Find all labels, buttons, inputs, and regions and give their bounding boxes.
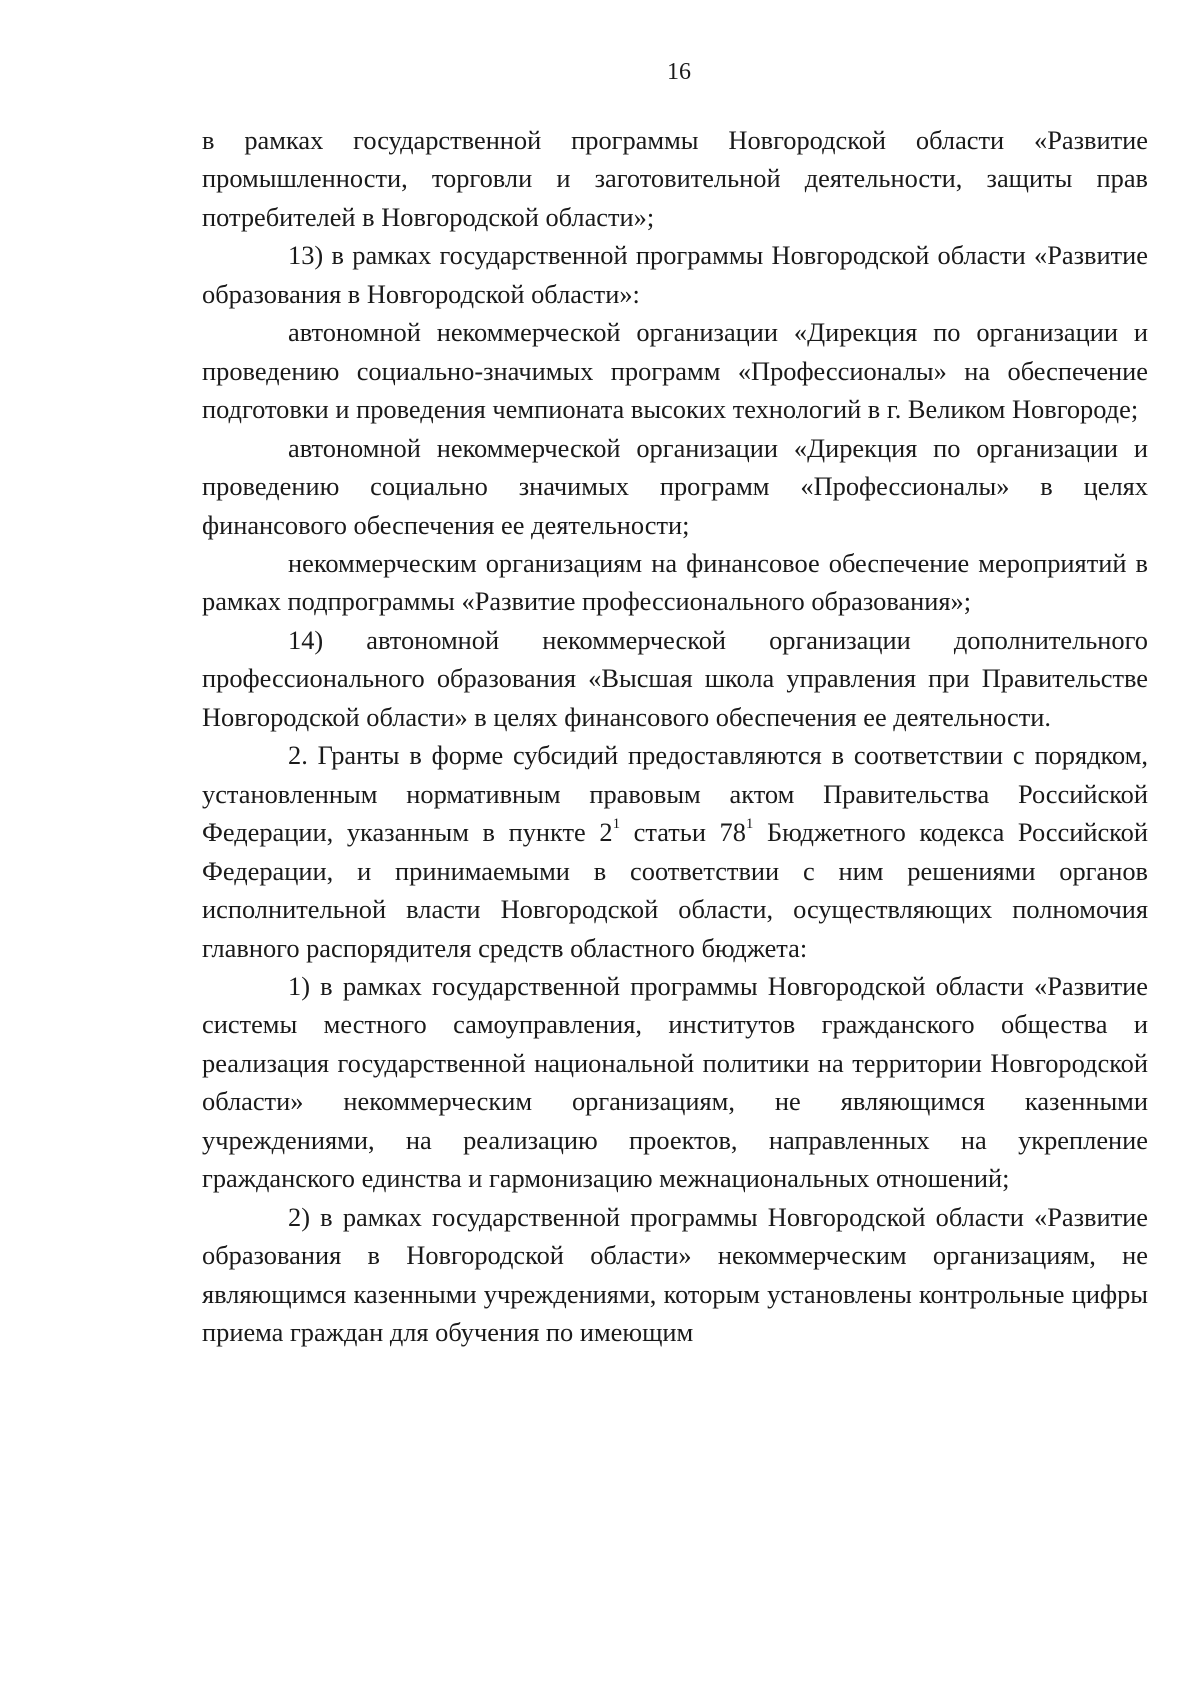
superscript-2: 1 bbox=[745, 816, 754, 833]
paragraph-item-13: 13) в рамках государственной программы Новгородской области «Развитие образования в Новгородской области»: bbox=[202, 240, 1148, 309]
superscript-1: 1 bbox=[612, 816, 621, 833]
paragraph-continuation: в рамках государственной программы Новгородской области «Развитие промышленности, торговли и заготовительной деятельности, защиты прав потребителей в Новгородской области»; bbox=[202, 125, 1148, 232]
section-2-text-part3: Бюджетного кодекса Российской Федерации, и принимаемыми в соответствии с ним решениями органов исполнительной власти Новгородской области, осуществляющих полномочия главного распорядителя средств областного бюджета: bbox=[202, 817, 1148, 963]
paragraph-subitem-1: 1) в рамках государственной программы Новгородской области «Развитие системы местного самоуправления, институтов гражданского общества и реализация государственной национальной политики на территории Новгородской области» некоммерческим организациям, не являющимся казенными учреждениями, на реализацию проектов, направленных на укрепление гражданского единства и гармонизацию межнациональных отношений; bbox=[202, 970, 1148, 1194]
paragraph-section-2 bbox=[202, 736, 1148, 967]
paragraph-subitem-2: 2) в рамках государственной программы Новгородской области «Развитие образования в Новгородской области» некоммерческим организациям, не являющимся казенными учреждениями, которым установлены контрольные цифры приема граждан для обучения по имеющим bbox=[202, 1201, 1148, 1348]
page-number: 16 bbox=[667, 59, 691, 85]
paragraph-ano-championship: автономной некоммерческой организации «Дирекция по организации и проведению социально-значимых программ «Профессионалы» на обеспечение подготовки и проведения чемпионата высоких технологий в г. Великом Новгороде; bbox=[202, 317, 1148, 425]
document-body bbox=[202, 121, 1148, 1352]
section-2-text-part2: статьи 78 bbox=[620, 817, 746, 848]
paragraph-item-14: 14) автономной некоммерческой организации дополнительного профессионального образования «Высшая школа управления при Правительстве Новгородской области» в целях финансового обеспечения ее деятельности. bbox=[202, 624, 1148, 732]
section-2-text-part1: 2. Гранты в форме субсидий предоставляются в соответствии с порядком, установленным нормативным правовым актом Правительства Российской Федерации, указанным в пункте 2 bbox=[202, 740, 1148, 848]
paragraph-nonprofit-organizations: некоммерческим организациям на финансовое обеспечение мероприятий в рамках подпрограммы «Развитие профессионального образования»; bbox=[202, 547, 1148, 617]
paragraph-ano-activity: автономной некоммерческой организации «Дирекция по организации и проведению социально значимых программ «Профессионалы» в целях финансового обеспечения ее деятельности; bbox=[202, 432, 1148, 540]
